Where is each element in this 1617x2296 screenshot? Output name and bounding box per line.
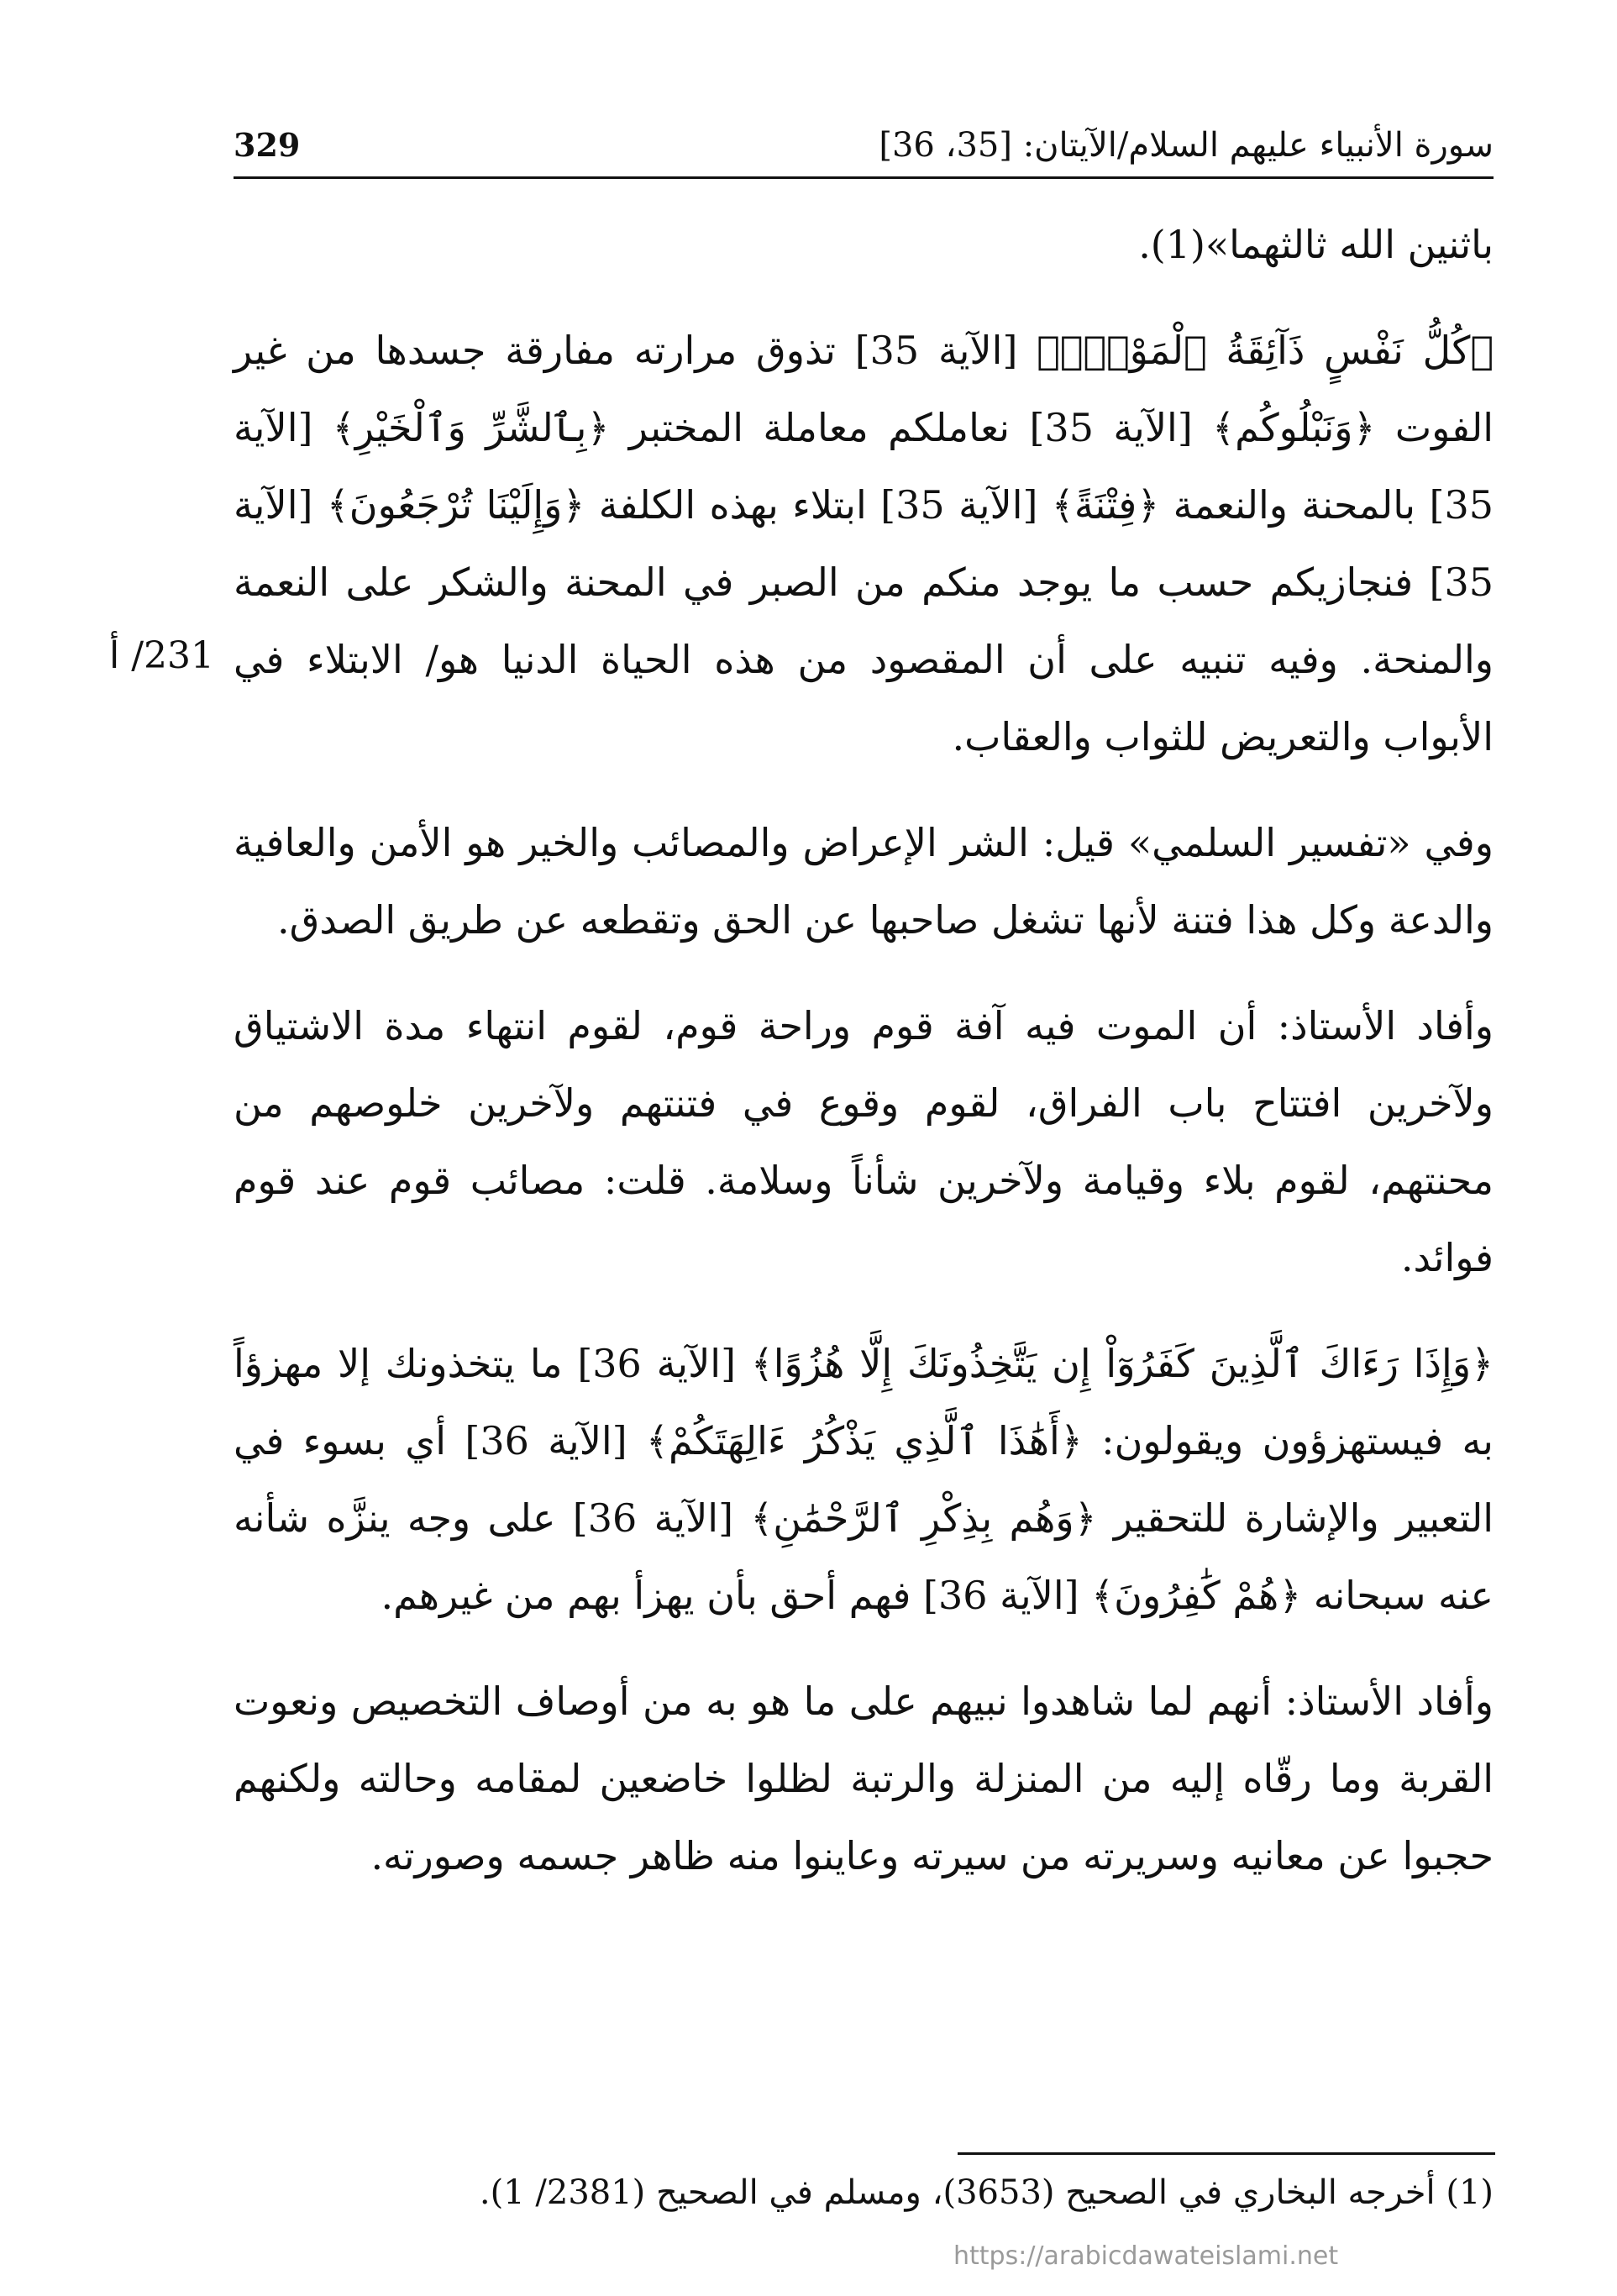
paragraph: وفي «تفسير السلمي» قيل: الشر الإعراض والمصائب والخير هو الأمن والعافية والدعة وكل هذا فتنة لأنها تشغل صاحبها عن الحق وتقطعه عن طريق الصدق. — [234, 820, 1494, 943]
header-rule — [234, 176, 1494, 179]
paragraph: باثنين الله ثالثهما»(1). — [1138, 222, 1494, 267]
page-number: 329 — [234, 126, 301, 164]
page-header — [234, 126, 1494, 170]
footnote-rule — [958, 2152, 1495, 2155]
watermark-url: https://arabicdawateislami.net — [953, 2241, 1339, 2271]
body-text — [234, 206, 1494, 1923]
paragraph: وأفاد الأستاذ: أن الموت فيه آفة قوم وراحة قوم، لقوم انتهاء مدة الاشتياق ولآخرين افتتاح باب الفراق، لقوم وقوع في فتنتهم ولآخرين خلوصهم من محنتهم، لقوم بلاء وقيامة ولآخرين شأناً وسلامة. قلت: مصائب قوم عند قوم فوائد. — [234, 1003, 1494, 1280]
paragraph: ﴿كُلُّ نَفْسٍ ذَآئِقَةُ ٱلْمَوْتِۗ﴾ [الآية 35] تذوق مرارته مفارقة جسدها من غير الفوت ﴿وَنَبْلُوكُم﴾ [الآية 35] نعاملكم معاملة المختبر ﴿بِٱلشَّرِّ وَٱلْخَيْرِ﴾ [الآية 35] بالمحنة والنعمة ﴿فِتْنَةً﴾ [الآية 35] ابتلاء بهذه الكلفة ﴿وَإِلَيْنَا تُرْجَعُونَ﴾ [الآية 35] فنجازيكم حسب ما يوجد منكم من الصبر في المحنة والشكر على النعمة والمنحة. وفيه تنبيه على أن المقصود من هذه الحياة الدنيا هو/ الابتلاء في الأبواب والتعريض للثواب والعقاب. — [234, 328, 1494, 759]
footnote: (1) أخرجه البخاري في الصحيح (3653)، ومسلم في الصحيح (2381/ 1). — [479, 2173, 1494, 2212]
margin-note: 231/ أ — [109, 634, 215, 677]
paragraph: وأفاد الأستاذ: أنهم لما شاهدوا نبيهم على ما هو به من أوصاف التخصيص ونعوت القربة وما رقّاه إليه من المنزلة والرتبة لظلوا خاضعين لمقامه وحالته ولكنهم حجبوا عن معانيه وسريرته من سيرته وعاينوا منه ظاهر جسمه وصورته. — [234, 1679, 1494, 1878]
paragraph: ﴿وَإِذَا رَءَاكَ ٱلَّذِينَ كَفَرُوٓاْ إِن يَتَّخِذُونَكَ إِلَّا هُزُوًا﴾ [الآية 36] ما يتخذونك إلا مهزؤاً به فيستهزؤون ويقولون: ﴿أَهَٰذَا ٱلَّذِي يَذْكُرُ ءَالِهَتَكُمْ﴾ [الآية 36] أي بسوء في التعبير والإشارة للتحقير ﴿وَهُم بِذِكْرِ ٱلرَّحْمَٰنِ﴾ [الآية 36] على وجه ينزَّه شأنه عنه سبحانه ﴿هُمْ كَٰفِرُونَ﴾ [الآية 36] فهم أحق بأن يهزأ بهم من غيرهم. — [234, 1341, 1494, 1618]
running-title: سورة الأنبياء عليهم السلام/الآيتان: [35، 36] — [879, 126, 1494, 165]
